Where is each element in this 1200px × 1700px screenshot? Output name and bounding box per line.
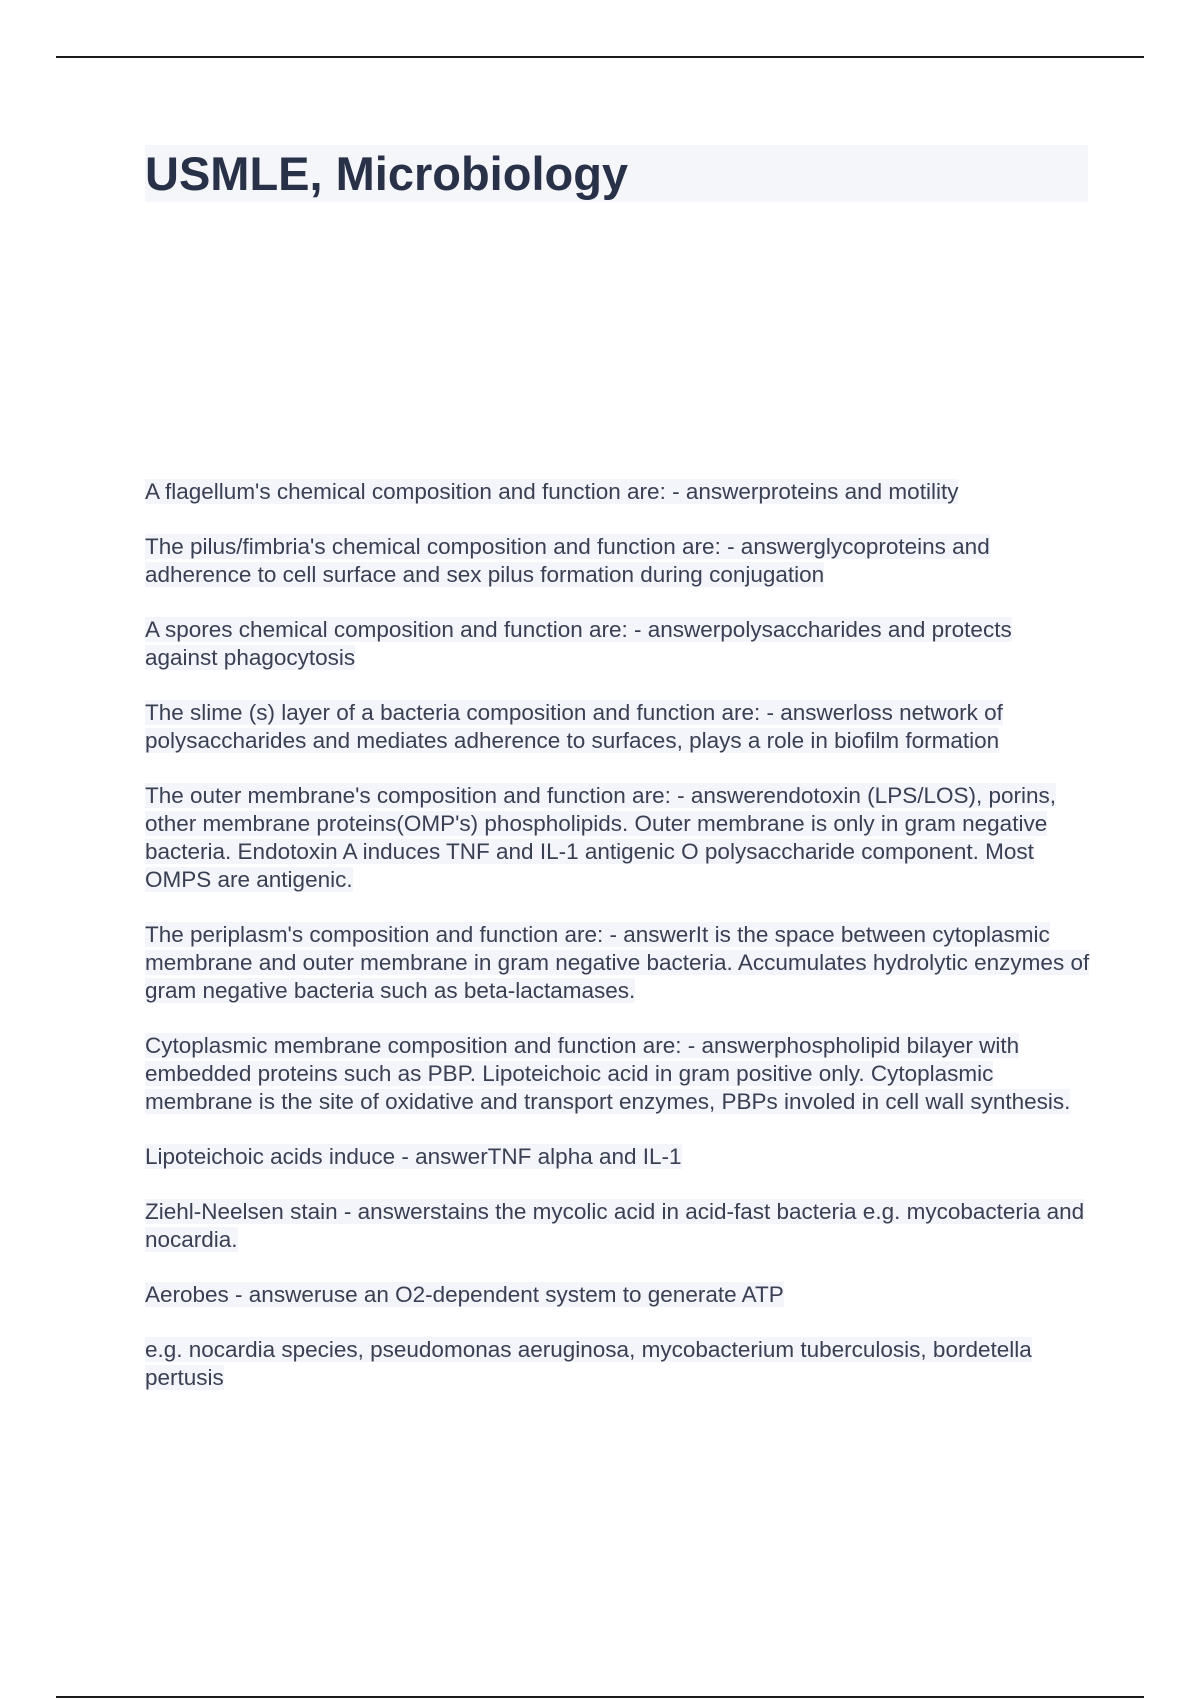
entry-text: The outer membrane's composition and function are: - answerendotoxin (LPS/LOS), porins, other membrane proteins(OMP's) phospholipids. Outer membrane is only in gram negative bacteria. Endotoxin A induces TNF and IL-1 antigenic O polysaccharide component. Most OMPS are antigenic. xyxy=(145,783,1057,892)
list-item xyxy=(145,533,1090,589)
entry-text: e.g. nocardia species, pseudomonas aeruginosa, mycobacterium tuberculosis, bordetella pertusis xyxy=(145,1337,1032,1390)
entry-text: Aerobes - answeruse an O2-dependent system to generate ATP xyxy=(145,1282,784,1307)
list-item xyxy=(145,478,1090,506)
list-item xyxy=(145,1143,1090,1171)
list-item xyxy=(145,1032,1090,1116)
list-item xyxy=(145,921,1090,1005)
entry-text: The slime (s) layer of a bacteria composition and function are: - answerloss network of polysaccharides and mediates adherence to surfaces, plays a role in biofilm formation xyxy=(145,700,1003,753)
list-item xyxy=(145,1336,1090,1392)
entry-list xyxy=(145,478,1090,1419)
list-item xyxy=(145,699,1090,755)
list-item xyxy=(145,1198,1090,1254)
entry-text: A flagellum's chemical composition and function are: - answerproteins and motility xyxy=(145,479,959,504)
entry-text: Ziehl-Neelsen stain - answerstains the mycolic acid in acid-fast bacteria e.g. mycobacteria and nocardia. xyxy=(145,1199,1085,1252)
entry-text: Cytoplasmic membrane composition and function are: - answerphospholipid bilayer with embedded proteins such as PBP. Lipoteichoic acid in gram positive only. Cytoplasmic membrane is the site of oxidative and transport enzymes, PBPs involed in cell wall synthesis. xyxy=(145,1033,1071,1114)
entry-text: A spores chemical composition and function are: - answerpolysaccharides and protects against phagocytosis xyxy=(145,617,1012,670)
entry-text: Lipoteichoic acids induce - answerTNF alpha and IL-1 xyxy=(145,1144,682,1169)
list-item xyxy=(145,782,1090,894)
list-item xyxy=(145,616,1090,672)
entry-text: The periplasm's composition and function are: - answerIt is the space between cytoplasmic membrane and outer membrane in gram negative bacteria. Accumulates hydrolytic enzymes of gram negative bacteria such as beta-lactamases. xyxy=(145,922,1090,1003)
bottom-rule xyxy=(56,1696,1144,1698)
top-rule xyxy=(56,56,1144,58)
list-item xyxy=(145,1281,1090,1309)
page-title: USMLE, Microbiology xyxy=(145,147,629,200)
entry-text: The pilus/fimbria's chemical composition and function are: - answerglycoproteins and adherence to cell surface and sex pilus formation during conjugation xyxy=(145,534,990,587)
